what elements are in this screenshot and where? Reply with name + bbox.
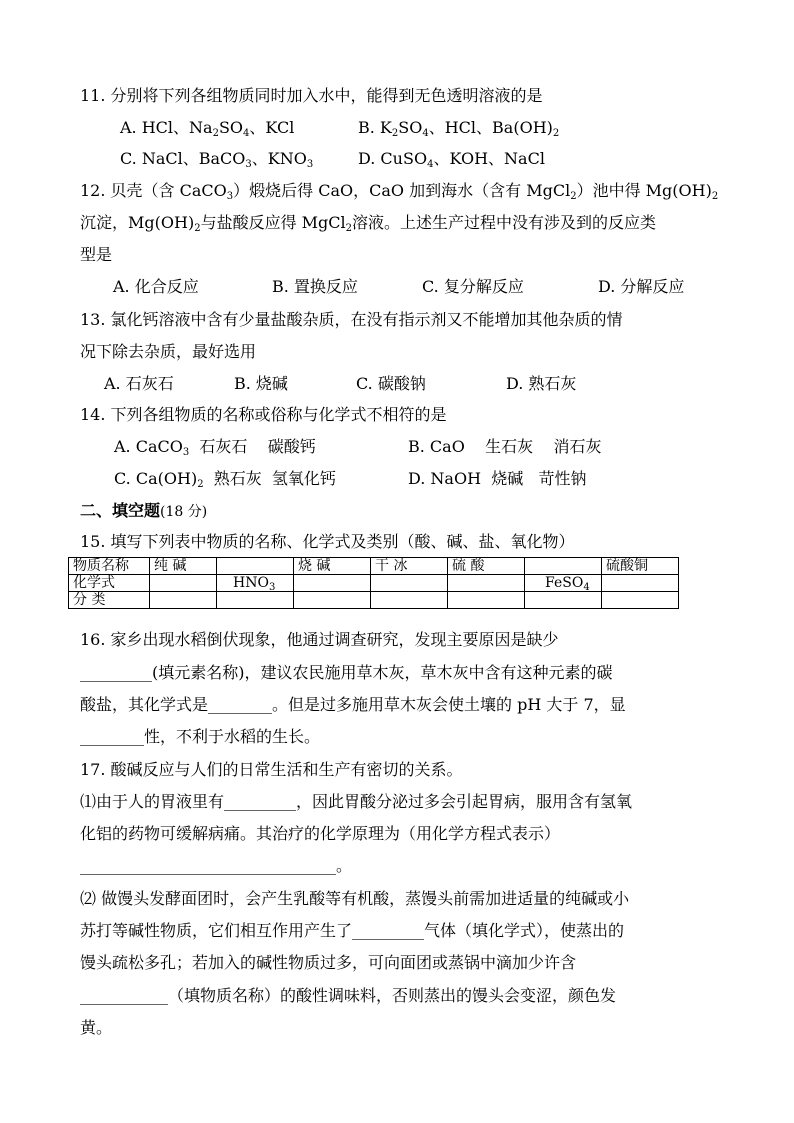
q14-option-d: D. NaOH 烧碱 苛性钠 [408,469,587,488]
q17-line1: 17. 酸碱反应与人们的日常生活和生产有密切的关系。 [80,760,463,779]
q13-option-d: D. 熟石灰 [506,374,577,393]
table-cell [525,575,602,592]
q12-option-d: D. 分解反应 [598,277,685,296]
q17-part2-line4: ___________（填物质名称）的酸性调味料，否则蒸出的馒头会变涩，颜色发 [80,986,617,1005]
q14-option-a: A. CaCO$_3$ 石灰石 碳酸钙 [114,437,316,458]
q16-line4: ________性，不利于水稻的生长。 [80,727,321,746]
q12-option-c: C. 复分解反应 [422,277,524,296]
table-cell [294,575,371,592]
q13-line2: 况下除去杂质，最好选用 [80,342,257,361]
q13-option-c: C. 碳酸钠 [356,374,426,393]
q13-line1: 13. 氯化钙溶液中含有少量盐酸杂质，在没有指示剂又不能增加其他杂质的情 [80,310,623,329]
table-cell: 干 冰 [371,558,448,575]
q17-part1-line2: 化铝的药物可缓解病痛。其治疗的化学原理为（用化学方程式表示） [80,824,561,843]
q11-stem: 11. 分别将下列各组物质同时加入水中，能得到无色透明溶液的是 [80,86,543,105]
q12-line1: 12. 贝壳（含 CaCO$_3$）煅烧后得 CaO，CaO 加到海水（含有 MgCl$_2$）池中得 $Mg(OH)_2$ [80,181,719,202]
table-cell: 物质名称 [69,558,150,575]
table-cell [217,575,294,592]
q11-option-d: D. CuSO$_4$、KOH、NaCl [358,149,545,170]
table-cell [150,575,217,592]
q14-option-b: B. CaO 生石灰 消石灰 [408,437,602,456]
table-cell [448,575,525,592]
table-cell: 硫酸铜 [602,558,679,575]
table-cell [371,575,448,592]
table-cell: 烧 碱 [294,558,371,575]
chemical-formula: FeSO$_4$ [545,575,590,593]
table-cell: 化学式 [69,575,150,592]
q14-stem: 14. 下列各组物质的名称或俗称与化学式不相符的是 [80,405,447,424]
q15-stem: 15. 填写下列表中物质的名称、化学式及类别（酸、碱、盐、氧化物） [80,532,575,551]
q11-option-a: A. HCl、$Na_2SO_4$、KCl [120,118,295,139]
table-cell [371,592,448,609]
q17-part2-line2: 苏打等碱性物质，它们相互作用产生了_________气体（填化学式），使蒸出的 [80,921,625,940]
table-cell [525,558,602,575]
q13-option-a: A. 石灰石 [104,374,174,393]
q15-table [68,557,679,609]
q11-option-c: C. NaCl、BaCO$_3$、$KNO_3$ [120,149,314,170]
q16-line1: 16. 家乡出现水稻倒伏现象，他通过调查研究，发现主要原因是缺少 [80,630,559,649]
q12-line2: 沉淀，$Mg(OH)_2$与盐酸反应得 MgCl$_2$溶液。上述生产过程中没有涉及到的反应类 [80,213,657,234]
chemical-formula: $HNO_3$ [233,575,276,593]
table-row [69,558,679,575]
table-cell [294,592,371,609]
table-cell [448,592,525,609]
table-cell [150,592,217,609]
table-cell: 硫 酸 [448,558,525,575]
q17-part2-line3: 馒头疏松多孔；若加入的碱性物质过多，可向面团或蒸锅中滴加少许含 [80,953,577,972]
q12-option-b: B. 置换反应 [272,277,358,296]
table-cell [602,575,679,592]
table-cell [602,592,679,609]
section-heading: 二、填空题(18 分) [80,501,208,520]
q16-line2: _________(填元素名称)，建议农民施用草木灰，草木灰中含有这种元素的碳 [80,663,613,682]
q16-line3: 酸盐，其化学式是________。但是过多施用草木灰会使土壤的 pH 大于 7，显 [80,695,626,714]
table-row [69,575,679,592]
table-cell [525,592,602,609]
q13-option-b: B. 烧碱 [234,374,288,393]
q17-part2-line1: ⑵ 做馒头发酵面团时，会产生乳酸等有机酸，蒸馒头前需加进适量的纯碱或小 [80,889,630,908]
q17-part2-line5: 黄。 [80,1018,113,1037]
q12-option-a: A. 化合反应 [113,277,199,296]
table-cell: 分 类 [69,592,150,609]
q14-option-c: C. $Ca(OH)_2$ 熟石灰 氢氧化钙 [114,469,336,490]
q11-option-b: B. $K_2SO_4$、HCl、$Ba(OH)_2$ [358,118,560,139]
table-cell [217,558,294,575]
table-row [69,592,679,609]
q17-part1-line1: ⑴由于人的胃液里有_________，因此胃酸分泌过多会引起胃病，服用含有氢氧 [80,792,633,811]
table-cell: 纯 碱 [150,558,217,575]
q17-part1-line3: ________________________________。 [80,856,353,875]
q12-line3: 型是 [80,245,113,264]
table-cell [217,592,294,609]
